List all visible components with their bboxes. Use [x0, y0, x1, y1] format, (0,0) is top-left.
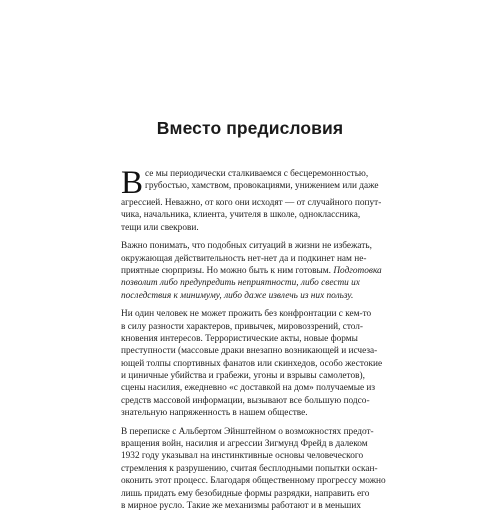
paragraph-3 — [121, 308, 383, 420]
text-line: в мирное русло. Такие же механизмы работают и в меньших — [121, 500, 361, 511]
text-segment: приятные сюрпризы. Но можно быть к ним готовым. — [121, 265, 334, 276]
text-line: Ни один человек не может прожить без конфронтации с кем-то — [121, 309, 372, 320]
text-line: вращения войн, насилия и агрессии Зигмунд Фрейд в далеком — [121, 439, 368, 450]
text-line: В переписке с Альбертом Эйнштейном о возможностях предот- — [121, 426, 374, 437]
text-line: 1932 году указывал на инстинктивные основы человеческого — [121, 451, 364, 462]
text-line: преступности (массовые драки внезапно возникающей и исчеза- — [121, 346, 378, 357]
chapter-title: Вместо предисловия — [156, 118, 344, 138]
text-line: ющей толпы спортивных фанатов или скинхедов, особо жестокие — [121, 358, 383, 369]
text-line: тещи или свекрови. — [121, 222, 199, 233]
text-line — [121, 265, 383, 277]
text-line: последствия к минимуму, либо даже извлечь из них пользу. — [121, 290, 354, 301]
drop-cap: В — [121, 165, 144, 201]
chapter-body — [121, 165, 386, 512]
text-line: грубостью, хамством, провокациями, унижением или даже — [145, 181, 379, 192]
paragraph-4 — [121, 426, 386, 512]
text-line: кновения интересов. Террористические акты, новые формы — [121, 333, 358, 344]
text-line: чика, начальника, клиента, учителя в школе, одноклассника, — [121, 210, 361, 221]
text-line: Важно понимать, что подобных ситуаций в жизни не избежать, — [121, 241, 372, 252]
text-line: агрессией. Неважно, от кого они исходят — от случайного попут- — [121, 198, 382, 208]
text-line: се мы периодически сталкиваемся с бесцеремонностью, — [145, 169, 369, 179]
text-line: стремления к разрушению, считая бесплодными попытки оскан- — [121, 463, 378, 474]
paragraph-2 — [121, 240, 383, 302]
text-line: и циничные убийства и грабежи, угоны и взрывы самолетов), — [121, 371, 365, 382]
text-line: позволит либо предупредить неприятности, либо свести их — [121, 278, 360, 289]
text-line: в силу разности характеров, привычек, мировоззрений, стол- — [121, 321, 364, 332]
text-line: окружающая действительность нет-нет да и подкинет нам не- — [121, 253, 367, 264]
text-line: оконить этот процесс. Благодаря общественному прогрессу можно — [121, 476, 386, 487]
text-line: знательную напряженность в нашем обществе. — [121, 408, 308, 419]
text-line: сцены насилия, ежедневно «с доставкой на дом» получаемые из — [121, 383, 376, 394]
text-line: лишь придать ему безобидные формы разрядки, направить его — [121, 488, 370, 499]
italic-segment: Подготовка — [333, 265, 382, 276]
paragraph-1 — [121, 165, 383, 234]
text-line: средств массовой информации, вызывают все большую подсо- — [121, 395, 370, 406]
